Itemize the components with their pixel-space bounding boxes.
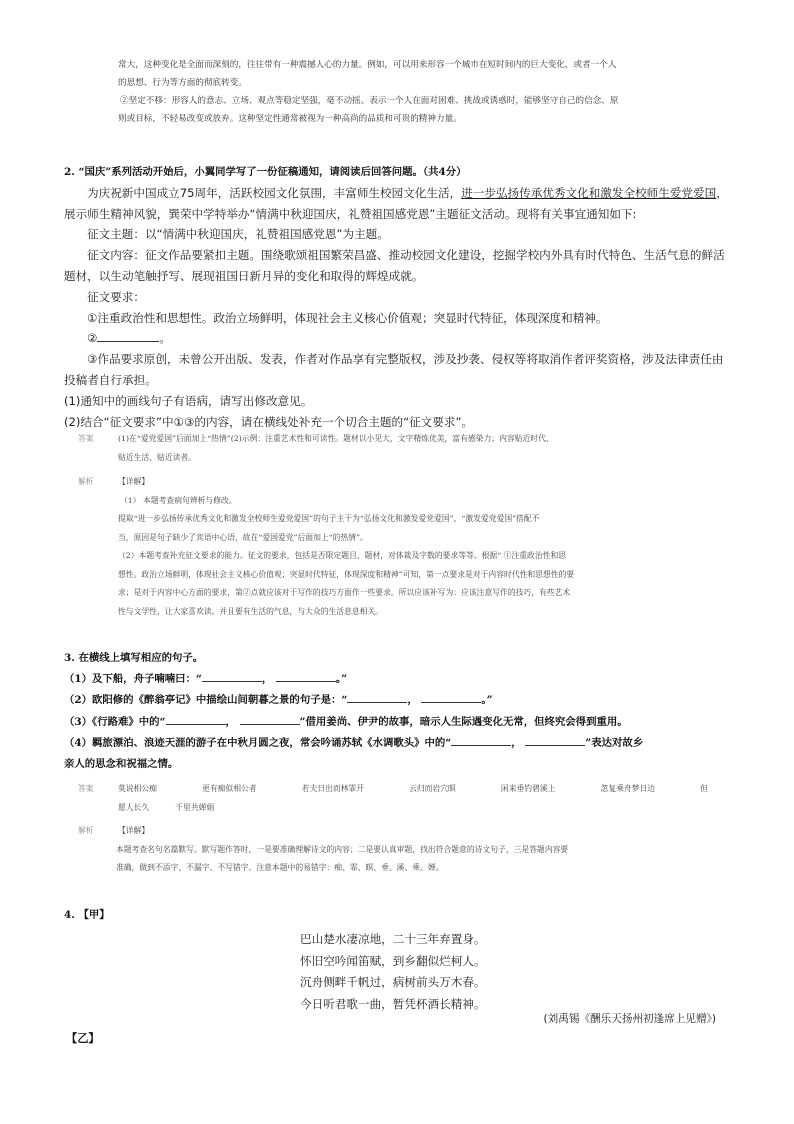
poem-line: 怀旧空吟闻笛赋，到乡翻似烂柯人。 [300, 953, 486, 968]
text-span: ， [261, 673, 273, 686]
answer-item: 千里共婵娟 [175, 802, 215, 812]
answer-item: 愿人长久 [118, 802, 150, 812]
analysis-line: 想性。政治立场鲜明，体现社会主义核心价值观；突显时代特征，体现深度和精神”可知，第一点要求是对于内容时代性和思想性的要 [118, 569, 575, 579]
text-span: （1）及下船，舟子喃喃曰：“ [64, 673, 202, 686]
requirement-2 [64, 328, 734, 349]
fill-blank[interactable] [276, 669, 336, 682]
poem-line: 巴山楚水凄凉地，二十三年弃置身。 [300, 932, 486, 946]
essay-content-line2: 题材，以生动笔触抒写、展现祖国日新月异的变化和取得的辉煌成就。 [64, 268, 424, 283]
fill-blank[interactable] [97, 328, 159, 342]
answer-item: 更有痴似相公者 [202, 784, 257, 793]
text-line: ②坚定不移：形容人的意志、立场、观点等稳定坚强，毫不动摇。表示一个人在面对困难、挑战或诱惑时，能够坚守自己的信念、原 [120, 96, 619, 106]
text-line: 的思想、行为等方面的彻底转变。 [118, 78, 247, 88]
analysis-line: 求；是对于内容中心方面的要求，第②点就应该对于写作的技巧方面作一些要求。所以应该补写为：应该注意写作的技巧，有些艺术 [118, 588, 571, 597]
text-line: 则或目标，不轻易改变或放弃。这种坚定性通常被视为一种高尚的品质和可贵的精神力量。 [118, 114, 462, 124]
sub-question-1: (1)通知中的画线句子有语病，请写出修改意见。 [64, 393, 313, 408]
fill-blank[interactable] [347, 690, 407, 703]
analysis-title: 【详解】 [118, 477, 150, 486]
sub-question-2 [64, 690, 744, 711]
analysis-3 [78, 822, 718, 878]
text-span: （3）《行路难》中的“ [64, 715, 166, 728]
text-span: 。” [481, 694, 493, 707]
analysis-title: 【详解】 [118, 826, 150, 835]
answer-3 [78, 780, 718, 817]
analysis-2 [78, 473, 718, 621]
text-span: ， [511, 736, 522, 749]
underlined-sentence: 进一步弘扬传承优秀文化和激发全校师生爱党爱国 [461, 185, 717, 200]
previous-analysis-continuation [118, 56, 718, 128]
question-2-heading: 2. “国庆”系列活动开始后，小翼同学写了一份征稿通知，请阅读后回答问题。（共4分） [64, 166, 467, 178]
poem-line: 沉舟侧畔千帆过，病树前头万木春。 [300, 975, 486, 989]
notice-paragraph-line2: 展示师生精神风貌，巽荣中学特举办“情满中秋迎国庆，礼赞祖国感党恩”主题征文活动。现将有关事宜通知如下: [64, 206, 637, 221]
poem-yi-heading: 【乙】 [66, 1032, 100, 1045]
text-span: 。 [159, 331, 172, 346]
poem-line: 今日听君歌一曲，暂凭杯酒长精神。 [300, 996, 486, 1011]
fill-blank[interactable] [202, 669, 262, 682]
answer-item: 若夫日出而林霏开 [301, 784, 365, 793]
sub-question-4 [64, 733, 744, 754]
analysis-line: （2）本题考查补充征文要求的能力。征文的要求，包括是否限定题目、题材，对体裁及字数的要求等等。根据“ ①注重政治性和思 [118, 551, 567, 560]
requirement-3-line2: 投稿者自行承担。 [64, 372, 157, 387]
fill-blank[interactable] [451, 733, 511, 746]
requirement-3: ③作品要求原创，未曾公开出版、发表，作者对作品享有完整版权，涉及抄袭、侵权等将取消作者评奖资格，涉及法律责任由 [87, 352, 724, 367]
fill-blank[interactable] [421, 690, 481, 703]
analysis-line: 当，原因是句子缺少了宾语中心语，故在“爱国爱党”后面加上“的热情”。 [118, 532, 368, 542]
answer-line: 贴近生活、贴近读者。 [118, 452, 196, 462]
sub-question-4-line2: 亲人的思念和祝福之情。 [64, 758, 179, 771]
question-3-heading: 3. 在横线上填写相应的句子。 [64, 652, 204, 664]
question-2 [64, 162, 734, 432]
notice-paragraph [64, 183, 734, 204]
text-span: ”表达对故乡 [585, 736, 644, 749]
answer-line: (1)在“爱党爱国”后面加上“热情”(2)示例：注重艺术性和可读性。题材以小见大，文字精炼优美，富有感染力；内容贴近时代、 [118, 434, 554, 443]
poem-jia [300, 929, 486, 1015]
analysis-line: 本题考查名句名篇默写。默写题作答时，一是要准确理解诗文的内容；二是要认真审题，找出符合题意的诗文句子，三是答题内容要 [116, 844, 569, 854]
essay-content: 征文内容：征文作品要紧扣主题。围绕歌颂祖国繁荣昌盛、推动校园文化建设，挖掘学校内外具有时代特色、生活气息的鲜活 [87, 248, 725, 263]
analysis-line: 提取“进一步弘扬传承优秀文化和激发全校师生爱党爱国”的句子主干为“弘扬文化和激发爱党爱国”，“激发爱党爱国”搭配不 [118, 514, 540, 523]
fill-blank[interactable] [525, 733, 585, 746]
answer-item: 忽复乘舟梦日边 [600, 784, 656, 793]
answer-label: 答案 [78, 434, 94, 443]
answer-line [118, 799, 718, 818]
essay-requirements-title: 征文要求： [87, 289, 145, 304]
text-line: 常大，这种变化是全面而深刻的，往往带有一种震撼人心的力量。例如，可以用来形容一个城市在短时间内的巨大变化，或者一个人 [118, 60, 617, 70]
text-span: （2）欧阳修的《醉翁亭记》中描绘山间朝暮之景的句子是：“ [64, 694, 348, 707]
text-span: 。” [335, 673, 348, 686]
answer-item: 闲来垂钓碧溪上 [500, 784, 556, 793]
text-span: ， [716, 185, 728, 200]
answer-items-row [118, 780, 708, 799]
answer-2 [78, 430, 718, 467]
essay-theme: 征文主题：以“情满中秋迎国庆，礼赞祖国感党恩”为主题。 [87, 227, 389, 242]
sub-question-2: (2)结合“征文要求”中①③的内容，请在横线处补充一个切合主题的“征文要求”。 [64, 414, 474, 429]
requirement-1: ①注重政治性和思想性。政治立场鲜明，体现社会主义核心价值观；突显时代特征，体现深度和精神。 [87, 310, 608, 325]
poem-attribution: (刘禹锡《酬乐天扬州初逢席上见赠》) [543, 1013, 716, 1025]
text-span: ”借用姜尚、伊尹的故事，暗示人生际遇变化无常，但终究会得到重用。 [299, 715, 628, 728]
sub-question-3 [64, 712, 744, 733]
text-span: ， [407, 694, 418, 707]
fill-blank[interactable] [240, 712, 300, 725]
analysis-line: 准确，做到不添字、不漏字、不写错字。注意本题中的易错字：痴、霏、暝、垂、溪、乘、婵。 [116, 863, 444, 872]
answer-item: 云归而岩穴暝 [409, 784, 456, 793]
text-span: ， [225, 715, 236, 728]
requirement-2-number: ② [87, 331, 98, 346]
fill-blank[interactable] [166, 712, 226, 725]
analysis-label: 解析 [78, 826, 94, 835]
question-3 [64, 648, 744, 775]
analysis-line: （1） 本题考查病句辨析与修改。 [120, 495, 237, 505]
analysis-label: 解析 [78, 477, 94, 486]
analysis-line: 性与文学性，让大家喜欢读。并且要有生活的气息，与大众的生活息息相关。 [118, 606, 384, 616]
answer-label: 答案 [78, 784, 94, 793]
answer-item: 但 [700, 784, 708, 793]
sub-question-1 [64, 669, 744, 690]
question-4-heading: 4. 【甲】 [64, 909, 110, 921]
text-span: （4）羁旅漂泊、浪迹天涯的游子在中秋月圆之夜，常会吟诵苏轼《水调歌头》中的“ [64, 736, 452, 749]
answer-item: 莫说相公痴 [118, 784, 157, 793]
text-span: 为庆祝新中国成立75周年，活跃校园文化氛围，丰富师生校园文化生活， [87, 185, 462, 200]
